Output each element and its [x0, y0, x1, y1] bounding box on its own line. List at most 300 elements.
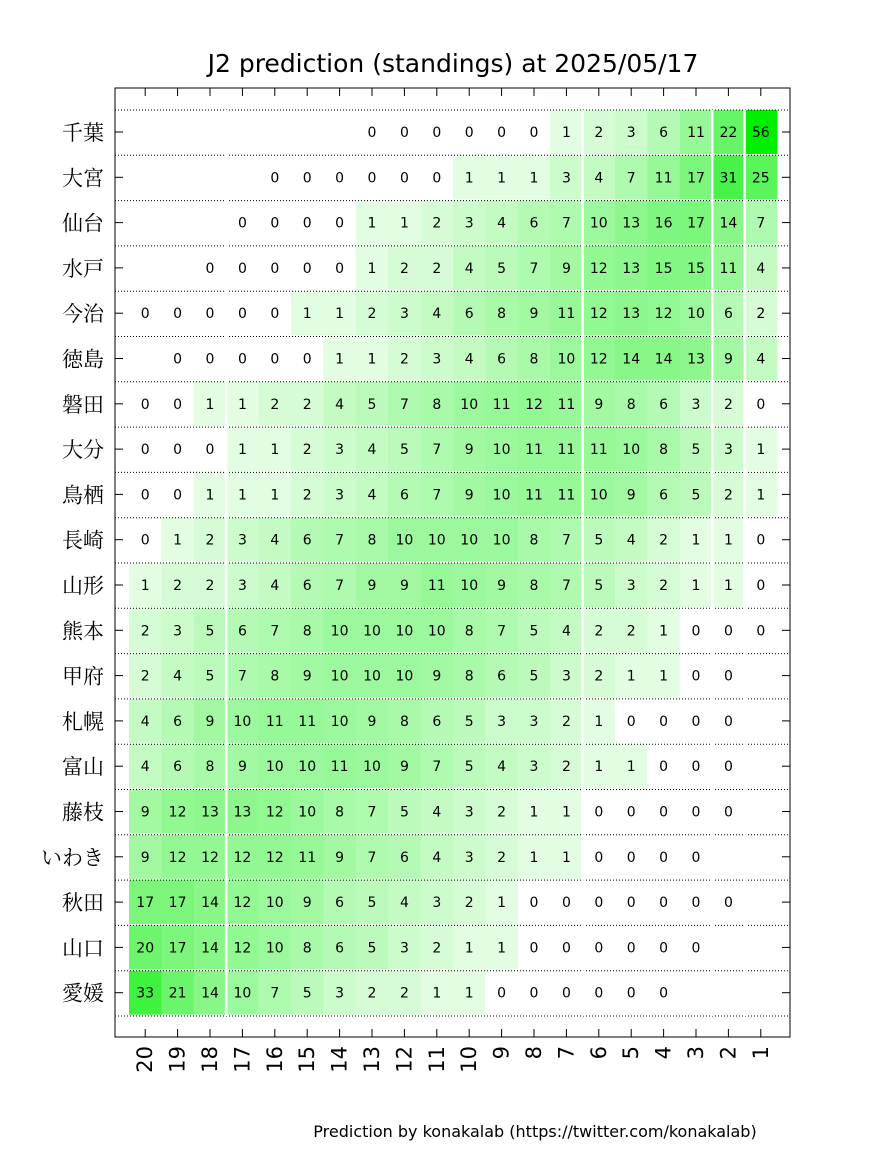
cell-value-label: 9: [399, 578, 409, 594]
cell-value-label: 0: [367, 125, 377, 141]
cell-value-label: 4: [756, 351, 766, 368]
cell-value-label: 0: [270, 215, 280, 232]
cell-value-label: 4: [432, 804, 442, 821]
cell-value-label: 12: [201, 849, 219, 866]
cell-value-label: 7: [270, 623, 280, 640]
cell-value-label: 0: [723, 804, 733, 821]
cell-value-label: 12: [265, 849, 284, 866]
rank-label: 10: [457, 1046, 482, 1073]
cell-value-label: 2: [399, 985, 409, 1002]
team-label: 藤枝: [62, 800, 104, 825]
cell-value-label: 0: [691, 895, 701, 912]
cell-value-label: 0: [723, 668, 733, 685]
cell-value-label: 2: [497, 804, 507, 821]
cell-value-label: 0: [529, 985, 539, 1002]
cell-value-label: 0: [659, 985, 669, 1002]
cell-value-label: 2: [561, 759, 571, 776]
team-label: 鳥栖: [62, 483, 104, 508]
cell-value-label: 0: [529, 940, 539, 957]
cell-value-label: 0: [464, 125, 474, 141]
rank-label: 20: [133, 1046, 158, 1073]
cell-value-label: 2: [173, 578, 183, 594]
cell-value-label: 0: [173, 396, 183, 413]
cell-value-label: 1: [497, 895, 507, 912]
team-label: 甲府: [62, 664, 104, 689]
cell-value-label: 0: [723, 759, 733, 776]
cell-value-label: 13: [622, 260, 641, 277]
cell-value-label: 0: [691, 940, 701, 957]
cell-value-label: 9: [205, 713, 215, 730]
cell-value-label: 2: [723, 396, 733, 413]
cell-value-label: 6: [399, 849, 409, 866]
cell-value-label: 10: [233, 713, 252, 730]
cell-value-label: 8: [464, 668, 474, 685]
cell-value-label: 25: [751, 170, 770, 187]
cell-value-label: 11: [492, 396, 511, 413]
cell-value-label: 3: [529, 759, 539, 776]
cell-value-label: 0: [626, 713, 636, 730]
cell-value-label: 6: [173, 759, 183, 776]
cell-value-label: 11: [557, 306, 576, 323]
cell-value-label: 1: [367, 215, 377, 232]
cell-value-label: 8: [529, 351, 539, 368]
cell-value-label: 1: [626, 759, 636, 776]
cell-value-label: 2: [723, 487, 733, 504]
cell-value-label: 12: [168, 804, 187, 821]
cell-value-label: 3: [529, 713, 539, 730]
cell-value-label: 2: [399, 351, 409, 368]
cell-value-label: 3: [335, 985, 345, 1002]
cell-value-label: 0: [173, 306, 183, 323]
cell-value-label: 0: [691, 713, 701, 730]
cell-value-label: 0: [140, 532, 150, 549]
cell-value-label: 12: [525, 396, 543, 413]
team-label: 富山: [62, 755, 104, 780]
cell-value-label: 2: [399, 260, 409, 277]
cell-value-label: 11: [589, 442, 608, 459]
cell-value-label: 10: [330, 713, 349, 730]
cell-value-label: 11: [557, 396, 576, 413]
team-label: 長崎: [62, 528, 104, 553]
team-label: 秋田: [62, 891, 104, 916]
cell-value-label: 10: [492, 487, 511, 504]
cell-value-label: 12: [589, 351, 608, 368]
cell-value-label: 12: [168, 849, 187, 866]
cell-value-label: 1: [659, 668, 669, 685]
cell-value-label: 13: [687, 351, 705, 368]
cell-value-label: 5: [464, 713, 474, 730]
cell-value-label: 6: [464, 306, 474, 323]
rank-label: 5: [619, 1046, 644, 1060]
cell-value-label: 5: [691, 442, 701, 459]
cell-value-label: 10: [687, 306, 705, 323]
cell-value-label: 1: [659, 623, 669, 640]
cell-value-label: 1: [367, 351, 377, 368]
cell-value-label: 0: [594, 895, 604, 912]
cell-value-label: 12: [654, 306, 673, 323]
cell-value-label: 17: [687, 170, 705, 187]
cell-value-label: 4: [594, 170, 604, 187]
cell-value-label: 1: [594, 759, 604, 776]
cell-value-label: 5: [529, 668, 539, 685]
team-label: 大宮: [62, 166, 104, 191]
cell-value-label: 0: [432, 170, 442, 187]
cell-value-label: 0: [237, 306, 247, 323]
team-label: 山口: [62, 936, 104, 961]
cell-value-label: 8: [367, 532, 377, 549]
cell-value-label: 6: [335, 940, 345, 957]
cell-value-label: 8: [335, 804, 345, 821]
cell-value-label: 0: [497, 125, 507, 141]
cell-value-label: 4: [497, 759, 507, 776]
cell-value-label: 10: [363, 668, 381, 685]
cell-value-label: 11: [298, 713, 317, 730]
team-label: 札幌: [62, 709, 104, 734]
cell-value-label: 8: [626, 396, 636, 413]
cell-value-label: 5: [464, 759, 474, 776]
cell-value-label: 9: [432, 668, 442, 685]
cell-value-label: 7: [561, 215, 571, 232]
cell-value-label: 2: [302, 396, 312, 413]
cell-value-label: 5: [205, 668, 215, 685]
cell-value-label: 1: [140, 578, 150, 594]
cell-value-label: 8: [659, 442, 669, 459]
cell-value-label: 0: [691, 668, 701, 685]
cell-value-label: 0: [561, 895, 571, 912]
cell-value-label: 2: [561, 713, 571, 730]
cell-value-label: 1: [464, 170, 474, 187]
cell-value-label: 7: [432, 442, 442, 459]
cell-value-label: 9: [302, 668, 312, 685]
cell-value-label: 0: [302, 215, 312, 232]
rank-label: 3: [684, 1046, 708, 1060]
rank-label: 6: [586, 1046, 611, 1060]
cell-value-label: 0: [659, 895, 669, 912]
cell-value-label: 3: [335, 442, 345, 459]
cell-value-label: 1: [529, 804, 539, 821]
cell-value-label: 10: [395, 668, 414, 685]
cell-value-label: 0: [691, 759, 701, 776]
cell-value-label: 6: [659, 125, 669, 141]
cell-value-label: 15: [654, 260, 673, 277]
cell-value-label: 0: [335, 170, 345, 187]
cell-value-label: 11: [687, 125, 705, 141]
cell-value-label: 6: [659, 396, 669, 413]
cell-value-label: 3: [561, 668, 571, 685]
cell-value-label: 14: [201, 985, 219, 1002]
cell-value-label: 1: [335, 306, 345, 323]
cell-value-label: 7: [335, 578, 345, 594]
cell-value-label: 6: [432, 713, 442, 730]
cell-value-label: 2: [464, 895, 474, 912]
cell-value-label: 1: [691, 532, 701, 549]
cell-value-label: 4: [464, 351, 474, 368]
cell-value-label: 11: [427, 578, 446, 594]
cell-value-label: 1: [205, 487, 215, 504]
cell-value-label: 33: [136, 985, 155, 1002]
cell-value-label: 10: [298, 804, 317, 821]
cell-value-label: 0: [594, 804, 604, 821]
cell-value-label: 3: [464, 804, 474, 821]
cell-value-label: 2: [140, 623, 150, 640]
cell-value-label: 11: [557, 442, 576, 459]
cell-value-label: 0: [335, 260, 345, 277]
cell-value-label: 3: [464, 215, 474, 232]
cell-value-label: 7: [367, 849, 377, 866]
cell-value-label: 6: [302, 532, 312, 549]
cell-value-label: 0: [756, 623, 766, 640]
cell-value-label: 0: [626, 895, 636, 912]
cell-value-label: 10: [265, 895, 284, 912]
cell-value-label: 0: [659, 713, 669, 730]
cell-value-label: 3: [237, 532, 247, 549]
rank-label: 8: [522, 1046, 546, 1060]
cell-value-label: 9: [140, 804, 150, 821]
rank-label: 12: [392, 1046, 417, 1073]
cell-value-label: 8: [497, 306, 507, 323]
cell-value-label: 0: [140, 396, 150, 413]
cell-value-label: 0: [237, 351, 247, 368]
cell-value-label: 0: [140, 487, 150, 504]
cell-value-label: 4: [270, 532, 280, 549]
cell-value-label: 0: [723, 713, 733, 730]
cell-value-label: 5: [399, 804, 409, 821]
cell-value-label: 1: [691, 578, 701, 594]
cell-value-label: 7: [529, 260, 539, 277]
cell-value-label: 9: [626, 487, 636, 504]
cell-value-label: 2: [302, 442, 312, 459]
cell-value-label: 4: [432, 849, 442, 866]
cell-value-label: 7: [270, 985, 280, 1002]
cell-value-label: 2: [594, 623, 604, 640]
cell-value-label: 2: [205, 578, 215, 594]
cell-value-label: 16: [654, 215, 673, 232]
cell-value-label: 3: [497, 713, 507, 730]
cell-value-label: 11: [265, 713, 284, 730]
cell-value-label: 1: [561, 849, 571, 866]
cell-value-label: 6: [497, 668, 507, 685]
cell-value-label: 0: [756, 396, 766, 413]
cell-value-label: 0: [659, 940, 669, 957]
cell-value-label: 5: [367, 895, 377, 912]
rank-label: 17: [230, 1046, 255, 1073]
cell-value-label: 2: [432, 260, 442, 277]
cell-value-label: 4: [756, 260, 766, 277]
cell-value-label: 2: [497, 849, 507, 866]
cell-value-label: 2: [594, 125, 604, 141]
cell-value-label: 9: [237, 759, 247, 776]
cell-value-label: 1: [237, 442, 247, 459]
cell-value-label: 7: [497, 623, 507, 640]
cell-value-label: 22: [719, 125, 738, 141]
cell-value-label: 0: [140, 442, 150, 459]
cell-value-label: 5: [399, 442, 409, 459]
cell-value-label: 1: [756, 487, 766, 504]
cell-value-label: 0: [626, 804, 636, 821]
cell-value-label: 7: [432, 487, 442, 504]
cell-value-label: 17: [687, 215, 705, 232]
cell-value-label: 0: [529, 895, 539, 912]
cell-value-label: 8: [302, 623, 312, 640]
cell-value-label: 0: [594, 940, 604, 957]
cell-value-label: 4: [626, 532, 636, 549]
cell-value-label: 2: [270, 396, 280, 413]
chart-title: J2 prediction (standings) at 2025/05/17: [207, 49, 699, 78]
cell-value-label: 10: [265, 940, 284, 957]
cell-value-label: 2: [432, 215, 442, 232]
rank-label: 18: [198, 1046, 222, 1073]
cell-value-label: 4: [367, 442, 377, 459]
cell-value-label: 4: [173, 668, 183, 685]
cell-value-label: 0: [399, 170, 409, 187]
cell-value-label: 4: [399, 895, 409, 912]
cell-value-label: 9: [302, 895, 312, 912]
cell-value-label: 5: [529, 623, 539, 640]
cell-value-label: 13: [233, 804, 252, 821]
cell-value-label: 10: [233, 985, 252, 1002]
cell-value-label: 12: [589, 306, 608, 323]
cell-value-label: 0: [691, 623, 701, 640]
cell-value-label: 4: [140, 759, 150, 776]
cell-value-label: 6: [723, 306, 733, 323]
cell-value-label: 0: [205, 260, 215, 277]
cell-value-label: 1: [270, 487, 280, 504]
cell-value-label: 12: [589, 260, 608, 277]
cell-value-label: 2: [659, 578, 669, 594]
cell-value-label: 10: [460, 578, 479, 594]
cell-value-label: 5: [594, 578, 604, 594]
cell-value-label: 5: [497, 260, 507, 277]
rank-label: 7: [554, 1046, 579, 1060]
cell-value-label: 3: [432, 351, 442, 368]
cell-value-label: 0: [173, 487, 183, 504]
cell-value-label: 2: [594, 668, 604, 685]
team-label: 愛媛: [62, 981, 104, 1006]
cell-value-label: 0: [335, 215, 345, 232]
cell-value-label: 1: [432, 985, 442, 1002]
cell-value-label: 3: [237, 578, 247, 594]
rank-label: 13: [360, 1046, 384, 1073]
cell-value-label: 2: [205, 532, 215, 549]
cell-value-label: 0: [205, 351, 215, 368]
team-label: 仙台: [62, 211, 104, 236]
cell-value-label: 17: [168, 895, 187, 912]
cell-value-label: 31: [719, 170, 738, 187]
cell-value-label: 13: [201, 804, 219, 821]
cell-value-label: 10: [363, 623, 381, 640]
rank-label: 2: [716, 1046, 741, 1060]
cell-value-label: 9: [497, 578, 507, 594]
cell-value-label: 10: [427, 623, 446, 640]
cell-value-label: 3: [691, 396, 701, 413]
cell-value-label: 15: [687, 260, 705, 277]
cell-value-label: 1: [270, 442, 280, 459]
cell-value-label: 7: [626, 170, 636, 187]
cell-value-label: 14: [201, 940, 219, 957]
cell-value-label: 6: [335, 895, 345, 912]
cell-value-label: 20: [136, 940, 155, 957]
cell-value-label: 12: [233, 940, 252, 957]
cell-value-label: 6: [173, 713, 183, 730]
team-label: 徳島: [62, 347, 104, 372]
cell-value-label: 0: [691, 804, 701, 821]
cell-value-label: 0: [659, 759, 669, 776]
rank-label: 1: [748, 1046, 773, 1060]
cell-value-label: 11: [654, 170, 673, 187]
cell-value-label: 0: [270, 260, 280, 277]
cell-value-label: 1: [561, 804, 571, 821]
cell-value-label: 2: [140, 668, 150, 685]
cell-value-label: 11: [525, 487, 543, 504]
team-label: 熊本: [62, 619, 104, 644]
credit-text: Prediction by konakalab (https://twitter.com/konakalab): [313, 1122, 757, 1141]
cell-value-label: 5: [367, 396, 377, 413]
cell-value-label: 10: [589, 487, 608, 504]
cell-value-label: 7: [561, 532, 571, 549]
cell-value-label: 3: [723, 442, 733, 459]
cell-value-label: 0: [302, 351, 312, 368]
team-label: 水戸: [62, 256, 104, 281]
cell-value-label: 2: [367, 985, 377, 1002]
cell-value-label: 3: [335, 487, 345, 504]
cell-value-label: 1: [723, 578, 733, 594]
cell-value-label: 4: [367, 487, 377, 504]
cell-value-label: 1: [594, 713, 604, 730]
cell-value-label: 10: [492, 532, 511, 549]
cell-value-label: 9: [464, 442, 474, 459]
cell-value-label: 0: [529, 125, 539, 141]
cell-value-label: 10: [589, 215, 608, 232]
cell-value-label: 10: [395, 623, 414, 640]
cell-value-label: 8: [432, 396, 442, 413]
cell-value-label: 13: [622, 306, 641, 323]
cell-value-label: 14: [719, 215, 738, 232]
cell-value-label: 2: [367, 306, 377, 323]
cell-value-label: 1: [237, 487, 247, 504]
cell-value-label: 0: [626, 849, 636, 866]
cell-value-label: 7: [335, 532, 345, 549]
cell-value-label: 9: [594, 396, 604, 413]
cell-value-label: 1: [561, 125, 571, 141]
cell-value-label: 8: [399, 713, 409, 730]
cell-value-label: 10: [330, 668, 349, 685]
cell-value-label: 13: [622, 215, 641, 232]
cell-value-label: 2: [626, 623, 636, 640]
cell-value-label: 1: [756, 442, 766, 459]
team-label: 大分: [62, 438, 104, 463]
cell-value-label: 1: [367, 260, 377, 277]
cell-value-label: 6: [659, 487, 669, 504]
cell-value-label: 9: [399, 759, 409, 776]
cell-value-label: 17: [136, 895, 155, 912]
cell-value-label: 4: [464, 260, 474, 277]
cell-value-label: 0: [173, 351, 183, 368]
cell-value-label: 0: [237, 260, 247, 277]
cell-value-label: 0: [756, 578, 766, 594]
cell-value-label: 0: [723, 895, 733, 912]
cell-value-label: 8: [205, 759, 215, 776]
cell-value-label: 11: [719, 260, 738, 277]
cell-value-label: 0: [723, 623, 733, 640]
cell-value-label: 11: [298, 849, 317, 866]
cell-value-label: 1: [497, 170, 507, 187]
rank-label: 16: [262, 1046, 287, 1073]
cell-value-label: 8: [302, 940, 312, 957]
cell-value-label: 10: [363, 759, 381, 776]
cell-value-label: 0: [497, 985, 507, 1002]
cell-value-label: 3: [432, 895, 442, 912]
cell-value-label: 3: [626, 125, 636, 141]
